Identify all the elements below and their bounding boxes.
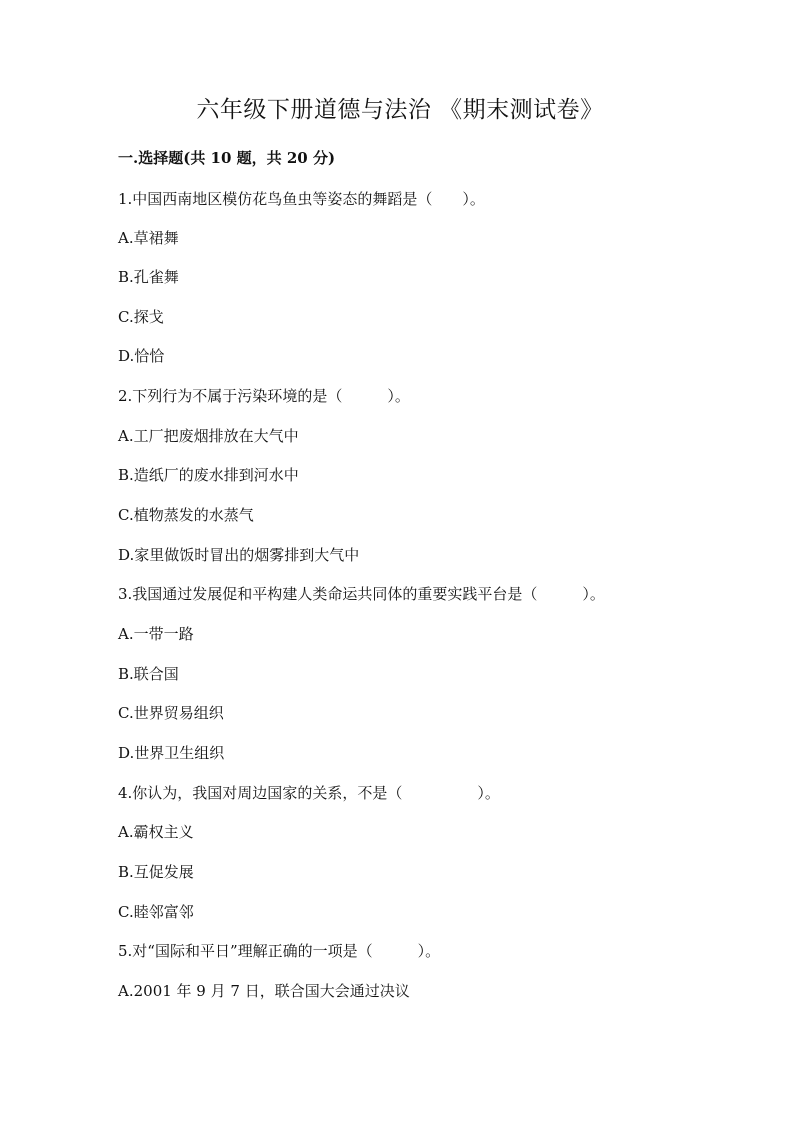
question-3-option-a: A.一带一路 xyxy=(118,625,194,643)
question-4-option-b: B.互促发展 xyxy=(118,863,194,881)
question-1-option-c: C.探戈 xyxy=(118,308,164,326)
question-5-stem: 5.对“国际和平日”理解正确的一项是（ ）。 xyxy=(118,942,441,960)
question-1-option-d: D.恰恰 xyxy=(118,347,165,365)
question-3-stem: 3.我国通过发展促和平构建人类命运共同体的重要实践平台是（ ）。 xyxy=(118,585,605,603)
question-4-option-c: C.睦邻富邻 xyxy=(118,903,194,921)
question-2-option-c: C.植物蒸发的水蒸气 xyxy=(118,506,254,524)
question-2-option-d: D.家里做饭时冒出的烟雾排到大气中 xyxy=(118,546,360,564)
section-heading: 一.选择题(共 10 题，共 20 分) xyxy=(118,149,336,167)
question-4-stem: 4.你认为，我国对周边国家的关系，不是（ ）。 xyxy=(118,784,500,802)
question-2-option-a: A.工厂把废烟排放在大气中 xyxy=(118,427,299,445)
question-1-option-b: B.孔雀舞 xyxy=(118,268,179,286)
question-1-option-a: A.草裙舞 xyxy=(118,229,179,247)
question-3-option-d: D.世界卫生组织 xyxy=(118,744,225,762)
question-2-stem: 2.下列行为不属于污染环境的是（ ）。 xyxy=(118,387,410,405)
question-5-option-a: A.2001 年 9 月 7 日，联合国大会通过决议 xyxy=(118,982,410,1000)
page-title: 六年级下册道德与法治 《期末测试卷》 xyxy=(196,97,604,123)
question-1-stem: 1.中国西南地区模仿花鸟鱼虫等姿态的舞蹈是（ ）。 xyxy=(118,190,485,208)
question-3-option-c: C.世界贸易组织 xyxy=(118,704,224,722)
question-2-option-b: B.造纸厂的废水排到河水中 xyxy=(118,466,299,484)
question-4-option-a: A.霸权主义 xyxy=(118,823,194,841)
question-3-option-b: B.联合国 xyxy=(118,665,179,683)
